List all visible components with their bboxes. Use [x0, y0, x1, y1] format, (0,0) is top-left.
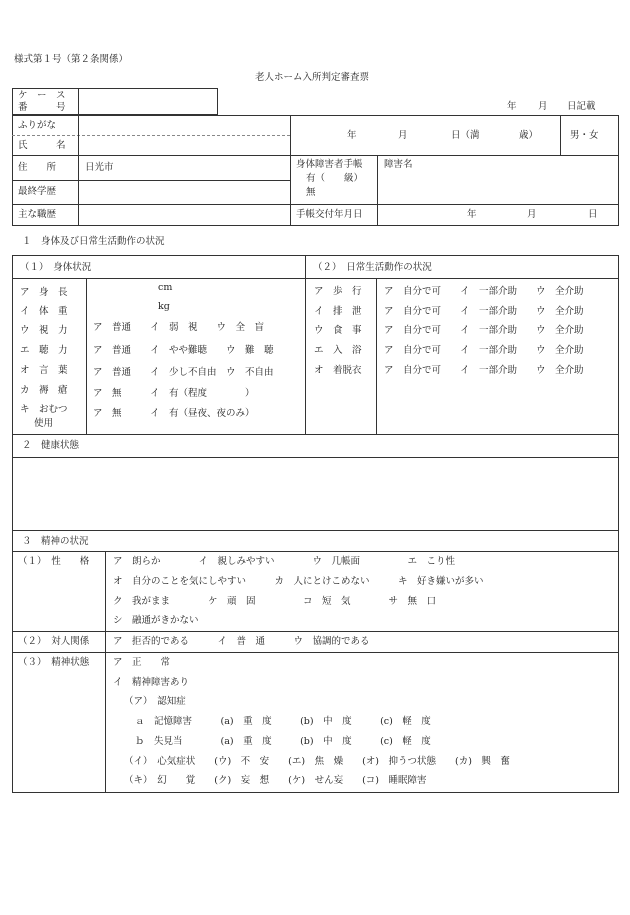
birth-day: 日（満: [451, 130, 480, 141]
career-input[interactable]: [80, 206, 288, 224]
physical-label: イ 体 重: [20, 306, 68, 317]
name-label: 氏 名: [18, 140, 66, 151]
mental-line[interactable]: イ 精神障害あり: [113, 677, 190, 688]
address-label: 住 所: [18, 162, 57, 173]
physical-label: カ 褥 瘡: [20, 385, 68, 396]
form-title: 老人ホーム入所判定審査票: [255, 72, 370, 83]
section1-title: １ 身体及び日常生活動作の状況: [22, 236, 165, 247]
section3-table: [12, 531, 619, 793]
record-date-year: 年: [507, 101, 517, 112]
case-label-top: ケ ー ス: [18, 90, 66, 101]
record-date-month: 月: [538, 101, 548, 112]
personality-line[interactable]: シ 融通がきかない: [113, 615, 199, 626]
disability-has[interactable]: 有（ 級）: [306, 173, 364, 184]
mental-line[interactable]: ａ 記憶障害 (a) 重 度 (b) 中 度 (c) 軽 度: [135, 716, 431, 727]
record-date-day: 日記載: [567, 101, 596, 112]
adl-value[interactable]: ア 自分で可 イ 一部介助 ウ 全介助: [384, 286, 584, 297]
issue-year: 年: [467, 209, 477, 220]
physical-label: ウ 視 力: [20, 325, 68, 336]
case-number-field[interactable]: [79, 89, 217, 114]
adl-label: ア 歩 行: [314, 286, 362, 297]
physical-value[interactable]: ア 普通 イ 弱 視 ウ 全 盲: [93, 322, 265, 333]
age-unit: 歳）: [519, 130, 539, 141]
mental-label: （３） 精神状態: [18, 657, 90, 668]
adl-label: ウ 食 事: [314, 325, 362, 336]
name-input[interactable]: [80, 137, 288, 154]
disability-none[interactable]: 無: [306, 187, 316, 198]
issue-day: 日: [588, 209, 598, 220]
physical-value[interactable]: ア 普通 イ やや難聴 ウ 難 聴: [93, 345, 274, 356]
adl-label: イ 排 泄: [314, 306, 362, 317]
physical-label: キ おむつ: [20, 404, 68, 415]
mental-line[interactable]: （キ） 幻 覚 (ク) 妄 想 (ケ) せん妄 (コ) 睡眠障害: [124, 775, 427, 786]
health-input[interactable]: [14, 459, 617, 529]
career-label: 主な職歴: [18, 209, 57, 220]
adl-value[interactable]: ア 自分で可 イ 一部介助 ウ 全介助: [384, 345, 584, 356]
adl-title: （２） 日常生活動作の状況: [313, 262, 432, 273]
adl-value[interactable]: ア 自分で可 イ 一部介助 ウ 全介助: [384, 325, 584, 336]
birth-year: 年: [347, 130, 357, 141]
physical-label-sub: 使用: [34, 418, 54, 429]
physical-value[interactable]: ア 無 イ 有（程度 ）: [93, 388, 255, 399]
physical-value[interactable]: ア 普通 イ 少し不自由 ウ 不自由: [93, 367, 274, 378]
relations-label: （２） 対人関係: [18, 636, 90, 647]
personality-label: （１） 性 格: [18, 556, 90, 567]
personality-line[interactable]: オ 自分のことを気にしやすい カ 人にとけこめない キ 好き嫌いが多い: [113, 576, 484, 587]
disability-label: 身体障害者手帳: [296, 159, 363, 170]
physical-label: エ 聴 力: [20, 345, 68, 356]
mental-line[interactable]: ア 正 常: [113, 657, 171, 668]
adl-label: エ 入 浴: [314, 345, 362, 356]
mental-line[interactable]: ｂ 失見当 (a) 重 度 (b) 中 度 (c) 軽 度: [135, 736, 431, 747]
personality-line[interactable]: ア 朗らか イ 親しみやすい ウ 几帳面 エ こり性: [113, 556, 456, 567]
physical-value: cm: [158, 282, 173, 293]
mental-line: （ア） 認知症: [124, 696, 186, 707]
section2-title: ２ 健康状態: [22, 440, 80, 451]
disability-name-label: 障害名: [384, 159, 413, 170]
physical-value[interactable]: ア 無 イ 有（昼夜、夜のみ）: [93, 408, 255, 419]
adl-label: オ 着脱衣: [314, 365, 362, 376]
personality-line[interactable]: ク 我がまま ケ 頑 固 コ 短 気 サ 無 口: [113, 596, 437, 607]
address-value: 日光市: [85, 162, 114, 173]
education-input[interactable]: [80, 182, 288, 202]
furigana-input[interactable]: [80, 117, 288, 134]
physical-label: ア 身 長: [20, 287, 68, 298]
relations-line[interactable]: ア 拒否的である イ 普 通 ウ 協調的である: [113, 636, 370, 647]
physical-label: オ 言 葉: [20, 365, 68, 376]
physical-title: （１） 身体状況: [20, 262, 92, 273]
birth-month: 月: [398, 130, 408, 141]
case-label-bottom: 番 号: [18, 102, 66, 113]
furigana-label: ふりがな: [18, 120, 57, 131]
issue-date-label: 手帳交付年月日: [296, 209, 363, 220]
issue-month: 月: [527, 209, 537, 220]
mental-line[interactable]: （イ） 心気症状 (ウ) 不 安 (エ) 焦 燥 (オ) 抑うつ状態 (カ) 興 奮: [124, 756, 510, 767]
section3-title: ３ 精神の状況: [22, 536, 89, 547]
form-number: 様式第１号（第２条関係）: [14, 54, 129, 65]
education-label: 最終学歴: [18, 186, 57, 197]
physical-value: kg: [158, 301, 170, 312]
adl-value[interactable]: ア 自分で可 イ 一部介助 ウ 全介助: [384, 306, 584, 317]
adl-value[interactable]: ア 自分で可 イ 一部介助 ウ 全介助: [384, 365, 584, 376]
sex-option[interactable]: 男・女: [570, 130, 599, 141]
